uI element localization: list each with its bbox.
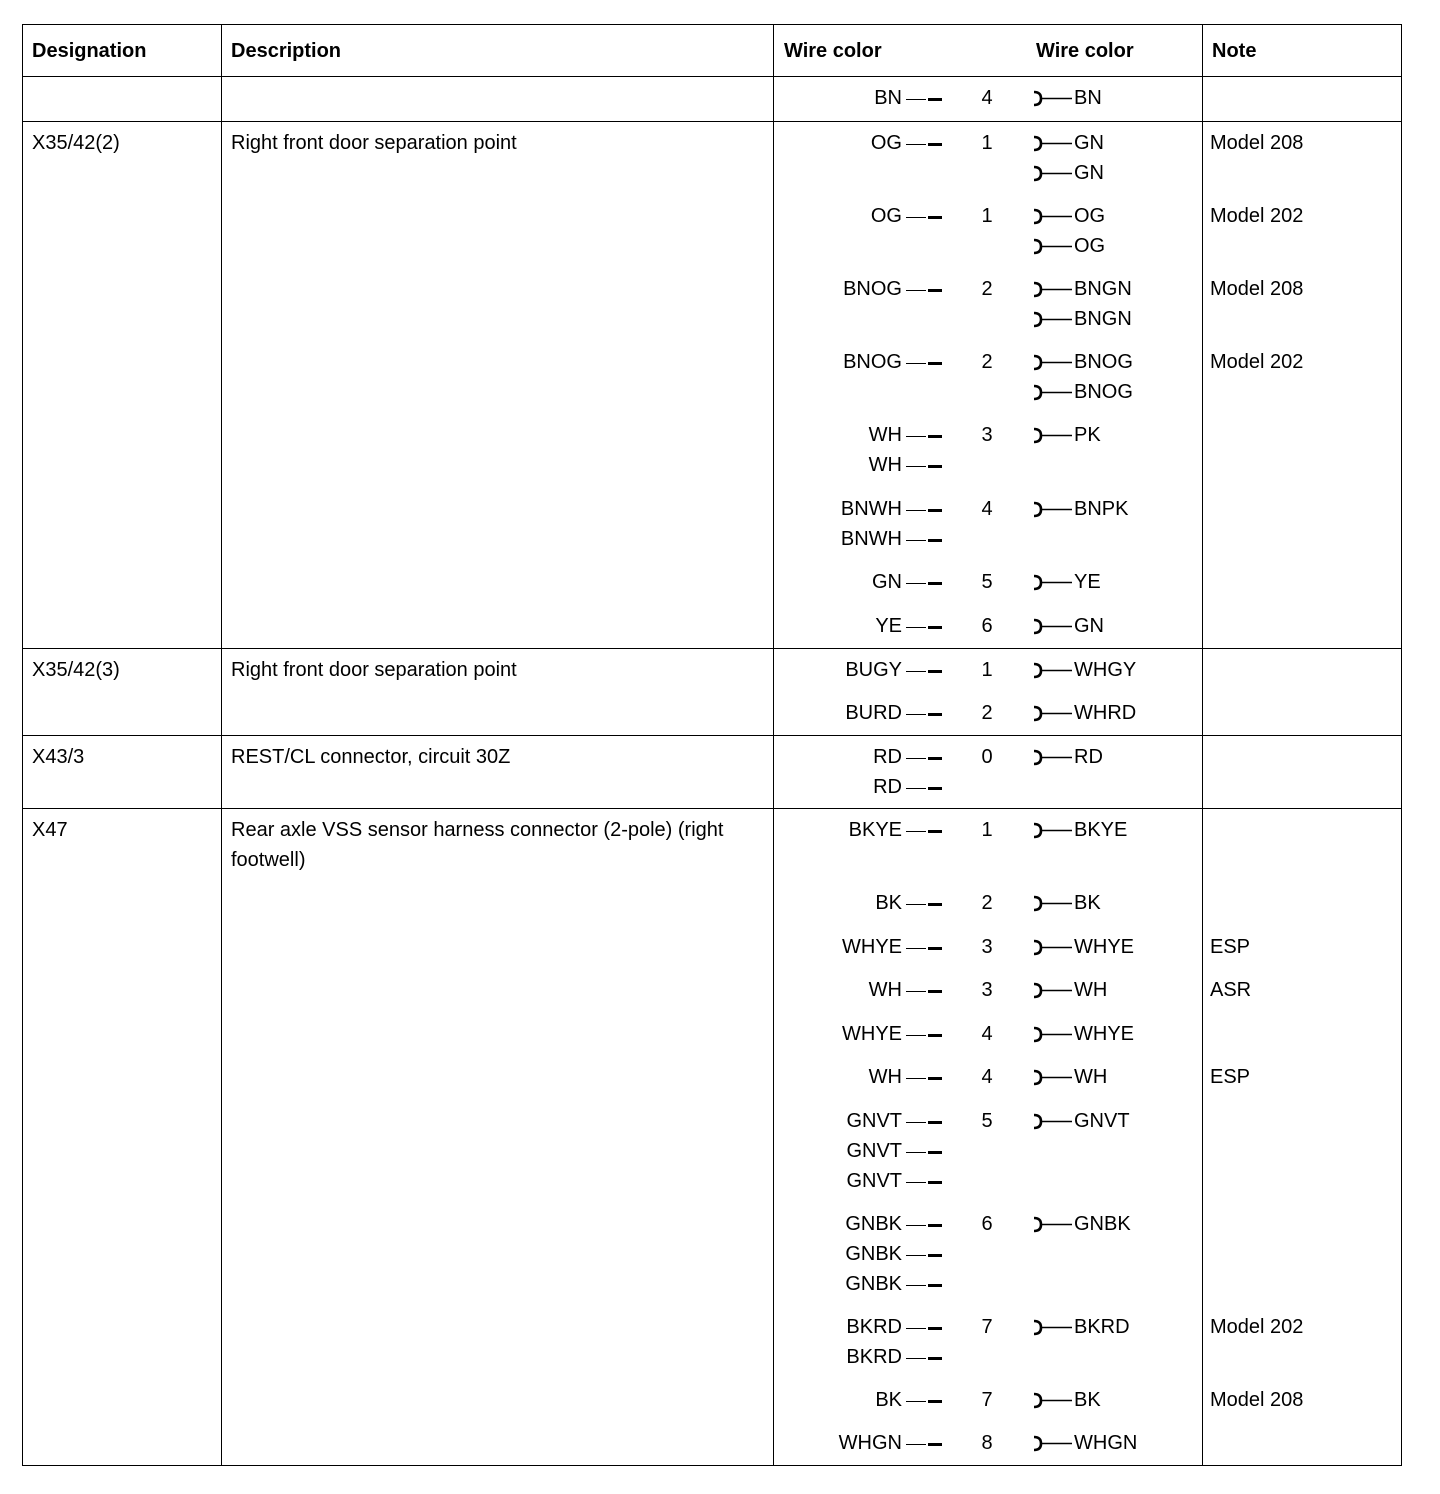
wire-color-left: GNBK xyxy=(845,1273,902,1295)
wire-color-right: BNPK xyxy=(1074,498,1129,520)
connector-socket-icon xyxy=(1032,655,1072,685)
connector-pin-icon xyxy=(906,611,942,641)
connector-socket-icon xyxy=(1032,347,1072,377)
pin-number: 4 xyxy=(981,87,993,109)
wire-color-right: WHYE xyxy=(1074,1023,1134,1045)
connector-pin-icon xyxy=(906,1342,942,1372)
connector-pin-icon xyxy=(906,1428,942,1458)
note-cell: Model 202 xyxy=(1210,205,1304,227)
wire-color-right: WH xyxy=(1074,979,1108,1001)
wire-color-right: YE xyxy=(1074,571,1101,593)
connector-pin-icon xyxy=(906,1312,942,1342)
connector-pin-icon xyxy=(906,1385,942,1415)
pin-number: 5 xyxy=(981,1110,993,1132)
wire-color-left: GN xyxy=(872,571,902,593)
connector-pin-icon xyxy=(906,1166,942,1196)
wire-color-right: RD xyxy=(1074,746,1103,768)
wire-color-left: BNOG xyxy=(843,278,902,300)
wire-color-left: GNVT xyxy=(846,1140,902,1162)
wire-color-right: BN xyxy=(1074,87,1102,109)
wire-color-right: GN xyxy=(1074,132,1104,154)
wire-color-left: WH xyxy=(868,424,902,446)
connector-pin-icon xyxy=(906,932,942,962)
connector-pin-icon xyxy=(906,1239,942,1269)
wire-color-left: GNVT xyxy=(846,1170,902,1192)
pin-number: 2 xyxy=(981,702,993,724)
wire-color-left: WH xyxy=(868,1066,902,1088)
wire-color-left: YE xyxy=(875,615,902,637)
wire-color-left: BK xyxy=(875,892,902,914)
connector-socket-icon xyxy=(1032,1062,1072,1092)
wire-color-right: WHGY xyxy=(1074,659,1137,681)
connector-socket-icon xyxy=(1032,201,1072,231)
connector-pin-icon xyxy=(906,1062,942,1092)
connector-socket-icon xyxy=(1032,1019,1072,1049)
note-cell: Model 202 xyxy=(1210,1316,1304,1338)
header-note: Note xyxy=(1212,40,1257,62)
note-cell: ESP xyxy=(1210,1066,1251,1088)
connector-pin-icon xyxy=(906,742,942,772)
connector-socket-icon xyxy=(1032,611,1072,641)
wire-color-right: BKRD xyxy=(1074,1316,1130,1338)
pin-number: 1 xyxy=(981,819,993,841)
designation-cell: X35/42(3) xyxy=(32,659,120,681)
note-cell: ESP xyxy=(1210,936,1251,958)
row-divider xyxy=(22,735,1402,736)
wire-color-right: BKYE xyxy=(1074,819,1128,841)
wire-color-right: BK xyxy=(1074,1389,1101,1411)
connector-socket-icon xyxy=(1032,975,1072,1005)
wire-color-left: OG xyxy=(870,205,902,227)
wire-color-right: BNOG xyxy=(1074,381,1133,403)
wire-color-right: OG xyxy=(1074,235,1106,257)
note-cell: ASR xyxy=(1210,979,1252,1001)
connector-pin-icon xyxy=(906,567,942,597)
wire-color-left: BKYE xyxy=(848,819,902,841)
connector-socket-icon xyxy=(1032,742,1072,772)
wire-color-left: WHYE xyxy=(842,1023,902,1045)
note-cell: Model 208 xyxy=(1210,278,1304,300)
wire-color-right: PK xyxy=(1074,424,1101,446)
connector-socket-icon xyxy=(1032,567,1072,597)
pin-number: 4 xyxy=(981,1066,993,1088)
connector-pin-icon xyxy=(906,420,942,450)
column-divider xyxy=(773,24,774,1466)
row-divider xyxy=(22,808,1402,809)
row-divider xyxy=(22,648,1402,649)
connector-socket-icon xyxy=(1032,1209,1072,1239)
connector-socket-icon xyxy=(1032,698,1072,728)
wire-color-left: BUGY xyxy=(845,659,902,681)
wire-color-left: WHGN xyxy=(838,1432,902,1454)
description-cell: Right front door separation point xyxy=(231,132,517,154)
connector-socket-icon xyxy=(1032,128,1072,158)
designation-cell: X47 xyxy=(32,819,68,841)
wire-color-right: BK xyxy=(1074,892,1101,914)
connector-socket-icon xyxy=(1032,420,1072,450)
connector-pin-icon xyxy=(906,1106,942,1136)
wire-color-left: GNBK xyxy=(845,1243,902,1265)
row-divider xyxy=(22,121,1402,122)
wire-color-right: WH xyxy=(1074,1066,1108,1088)
connector-pin-icon xyxy=(906,698,942,728)
description-cell: Right front door separation point xyxy=(231,659,517,681)
pin-number: 2 xyxy=(981,351,993,373)
pin-number: 3 xyxy=(981,936,993,958)
connector-socket-icon xyxy=(1032,1106,1072,1136)
connector-pin-icon xyxy=(906,450,942,480)
connector-socket-icon xyxy=(1032,158,1072,188)
connector-socket-icon xyxy=(1032,274,1072,304)
connector-socket-icon xyxy=(1032,83,1072,113)
connector-socket-icon xyxy=(1032,888,1072,918)
pin-number: 1 xyxy=(981,132,993,154)
designation-cell: X43/3 xyxy=(32,746,85,768)
pin-number: 1 xyxy=(981,205,993,227)
note-cell: Model 202 xyxy=(1210,351,1304,373)
pin-number: 3 xyxy=(981,979,993,1001)
pin-number: 8 xyxy=(981,1432,993,1454)
wire-color-right: WHGN xyxy=(1074,1432,1138,1454)
pin-number: 1 xyxy=(981,659,993,681)
connector-pin-icon xyxy=(906,347,942,377)
note-cell: Model 208 xyxy=(1210,132,1304,154)
connector-pin-icon xyxy=(906,888,942,918)
connector-socket-icon xyxy=(1032,815,1072,845)
wire-color-right: WHYE xyxy=(1074,936,1134,958)
connector-pin-icon xyxy=(906,1019,942,1049)
wire-color-left: BK xyxy=(875,1389,902,1411)
wire-color-right: GNVT xyxy=(1074,1110,1130,1132)
pin-number: 0 xyxy=(981,746,993,768)
connector-pin-icon xyxy=(906,975,942,1005)
pin-number: 6 xyxy=(981,1213,993,1235)
wire-color-right: GN xyxy=(1074,162,1104,184)
wire-color-left: BURD xyxy=(845,702,902,724)
wire-color-left: BKRD xyxy=(846,1316,902,1338)
connector-socket-icon xyxy=(1032,231,1072,261)
pin-number: 2 xyxy=(981,278,993,300)
wire-color-right: BNOG xyxy=(1074,351,1133,373)
connector-socket-icon xyxy=(1032,494,1072,524)
connector-pin-icon xyxy=(906,1209,942,1239)
wire-color-left: BNWH xyxy=(840,528,902,550)
column-divider xyxy=(221,24,222,1466)
column-divider xyxy=(1202,24,1203,1466)
connector-pin-icon xyxy=(906,83,942,113)
description-cell: Rear axle VSS sensor harness connector (2-pole) (right footwell) xyxy=(231,819,724,871)
wire-color-left: GNVT xyxy=(846,1110,902,1132)
connector-pin-icon xyxy=(906,815,942,845)
wire-color-right: BNGN xyxy=(1074,278,1132,300)
connector-pin-icon xyxy=(906,201,942,231)
note-cell: Model 208 xyxy=(1210,1389,1304,1411)
wire-color-left: WHYE xyxy=(842,936,902,958)
pin-number: 6 xyxy=(981,615,993,637)
pin-number: 3 xyxy=(981,424,993,446)
connector-pin-icon xyxy=(906,1269,942,1299)
wire-color-left: BNWH xyxy=(840,498,902,520)
connector-pin-icon xyxy=(906,655,942,685)
connector-pin-icon xyxy=(906,524,942,554)
header-wire-color-right: Wire color xyxy=(1036,40,1134,62)
description-cell: REST/CL connector, circuit 30Z xyxy=(231,746,511,768)
connector-pin-icon xyxy=(906,128,942,158)
connector-socket-icon xyxy=(1032,1312,1072,1342)
wire-color-left: WH xyxy=(868,979,902,1001)
wire-color-left: OG xyxy=(870,132,902,154)
pin-number: 7 xyxy=(981,1316,993,1338)
wire-color-right: WHRD xyxy=(1074,702,1137,724)
wire-color-left: BKRD xyxy=(846,1346,902,1368)
connector-socket-icon xyxy=(1032,1385,1072,1415)
header-designation: Designation xyxy=(32,40,147,62)
connector-socket-icon xyxy=(1032,304,1072,334)
wire-color-left: GNBK xyxy=(845,1213,902,1235)
connector-socket-icon xyxy=(1032,377,1072,407)
pin-number: 5 xyxy=(981,571,993,593)
pin-number: 4 xyxy=(981,1023,993,1045)
wire-color-left: BNOG xyxy=(843,351,902,373)
connector-socket-icon xyxy=(1032,1428,1072,1458)
wire-color-right: OG xyxy=(1074,205,1106,227)
connector-pin-icon xyxy=(906,772,942,802)
wire-color-left: WH xyxy=(868,454,902,476)
connector-pin-icon xyxy=(906,274,942,304)
wire-color-right: BNGN xyxy=(1074,308,1132,330)
pin-number: 2 xyxy=(981,892,993,914)
pin-number: 4 xyxy=(981,498,993,520)
connector-pin-icon xyxy=(906,494,942,524)
header-wire-color-left: Wire color xyxy=(784,40,882,62)
connector-pin-icon xyxy=(906,1136,942,1166)
header-divider xyxy=(22,76,1402,77)
connector-socket-icon xyxy=(1032,932,1072,962)
pin-number: 7 xyxy=(981,1389,993,1411)
wire-color-left: RD xyxy=(873,746,902,768)
designation-cell: X35/42(2) xyxy=(32,132,120,154)
header-description: Description xyxy=(231,40,342,62)
wire-color-right: GN xyxy=(1074,615,1104,637)
wire-color-right: GNBK xyxy=(1074,1213,1131,1235)
wire-color-left: RD xyxy=(873,776,902,798)
wire-color-left: BN xyxy=(874,87,902,109)
